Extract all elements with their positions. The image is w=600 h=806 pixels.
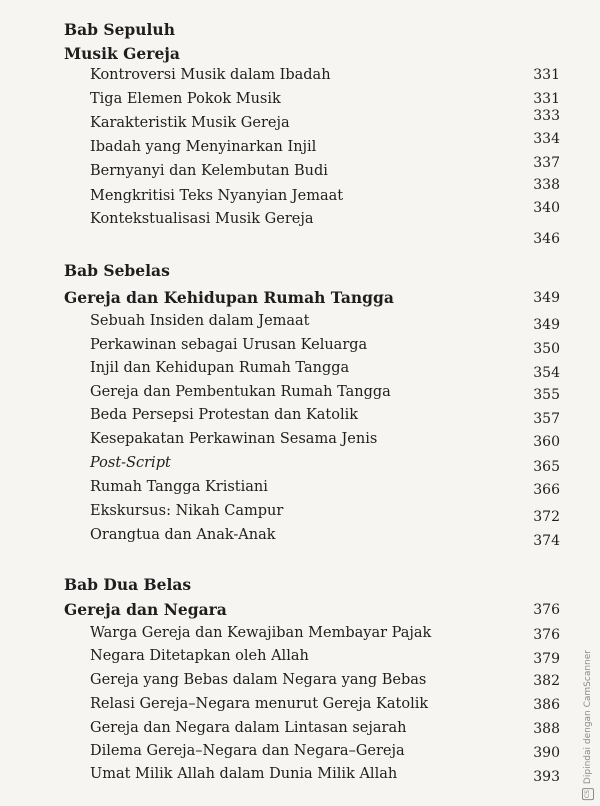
toc-entry-page: 340: [533, 200, 560, 216]
chapter-label: Bab Sebelas: [64, 261, 170, 280]
toc-entry-title: Sebuah Insiden dalam Jemaat: [90, 313, 310, 329]
toc-entry[interactable]: [0, 177, 560, 210]
chapter-title: Gereja dan Negara: [64, 600, 227, 619]
toc-entry-title: Ekskursus: Nikah Campur: [90, 503, 284, 519]
toc-entry-title: Gereja yang Bebas dalam Negara yang Bebas: [90, 672, 427, 688]
chapter-title-page: 376: [533, 602, 560, 618]
toc-entry-title: Perkawinan sebagai Urusan Keluarga: [90, 337, 368, 353]
chapter-title-row[interactable]: [0, 288, 560, 310]
toc-entry-page: 393: [533, 769, 560, 785]
chapter-label: Bab Sepuluh: [64, 20, 175, 39]
toc-entry[interactable]: [0, 479, 560, 501]
toc-entry-title: Kontroversi Musik dalam Ibadah: [90, 67, 331, 83]
toc-entry[interactable]: [0, 108, 560, 137]
toc-entry-title: Orangtua dan Anak-Anak: [90, 527, 276, 543]
chapter-label: Bab Dua Belas: [64, 575, 192, 594]
toc-entry[interactable]: [0, 720, 560, 742]
toc-entry[interactable]: [0, 200, 560, 233]
toc-entry-title: Beda Persepsi Protestan dan Katolik: [90, 407, 359, 423]
toc-entry[interactable]: [0, 131, 560, 161]
camscanner-icon: CS: [582, 788, 594, 800]
toc-entry-title: Negara Ditetapkan oleh Allah: [90, 648, 309, 664]
toc-entry-page: 372: [533, 509, 560, 525]
toc-entry[interactable]: [0, 155, 560, 185]
chapter-title-page: 349: [533, 290, 560, 306]
toc-entry[interactable]: [0, 407, 560, 429]
toc-entry[interactable]: [0, 67, 560, 89]
toc-entry-page: 331: [533, 91, 560, 107]
toc-entry[interactable]: [0, 625, 560, 647]
toc-entry-page: 379: [533, 651, 560, 667]
toc-entry-title: Kontekstualisasi Musik Gereja: [90, 211, 314, 227]
toc-entry[interactable]: [0, 384, 560, 406]
toc-entry-title: Tiga Elemen Pokok Musik: [90, 91, 281, 107]
chapter-title-row[interactable]: [0, 600, 560, 622]
toc-entry-title: Umat Milik Allah dalam Dunia Milik Allah: [90, 766, 398, 782]
toc-entry-page: 333: [533, 108, 560, 124]
toc-entry-page: 382: [533, 673, 560, 689]
toc-entry-title: Gereja dan Negara dalam Lintasan sejarah: [90, 720, 407, 736]
toc-entry-page: 357: [533, 411, 560, 427]
toc-entry: [0, 231, 560, 253]
toc-entry-page: 388: [533, 721, 560, 737]
chapter-title: Gereja dan Kehidupan Rumah Tangga: [64, 288, 394, 307]
toc-entry[interactable]: [0, 431, 560, 453]
toc-entry-title: Dilema Gereja–Negara dan Negara–Gereja: [90, 743, 405, 759]
scanner-watermark: [582, 650, 594, 800]
toc-entry-page: 374: [533, 533, 560, 549]
toc-entry-page: 376: [533, 627, 560, 643]
toc-entry-title: Injil dan Kehidupan Rumah Tangga: [90, 360, 350, 376]
toc-entry-title: Relasi Gereja–Negara menurut Gereja Katolik: [90, 696, 429, 712]
toc-entry-page: 365: [533, 459, 560, 475]
toc-entry-page: 366: [533, 482, 560, 498]
toc-entry[interactable]: [0, 527, 560, 549]
toc-entry[interactable]: [0, 696, 560, 718]
toc-entry-page: 355: [533, 387, 560, 403]
toc-entry-page: 354: [533, 365, 560, 381]
toc-entry[interactable]: [0, 337, 560, 359]
toc-entry-title: Rumah Tangga Kristiani: [90, 479, 268, 495]
chapter-title-row: [0, 44, 560, 66]
scanner-watermark-text: Dipindai dengan CamScanner: [583, 649, 593, 784]
toc-entry-page: 334: [533, 131, 560, 147]
toc-entry[interactable]: [0, 672, 560, 694]
toc-entry-title: Gereja dan Pembentukan Rumah Tangga: [90, 384, 391, 400]
toc-entry-page: 390: [533, 745, 560, 761]
toc-entry-title: Post-Script: [90, 455, 171, 471]
toc-entry[interactable]: [0, 766, 560, 788]
toc-entry-title: Mengkritisi Teks Nyanyian Jemaat: [90, 188, 344, 204]
toc-entry[interactable]: [0, 648, 560, 670]
toc-entry-title: Kesepakatan Perkawinan Sesama Jenis: [90, 431, 378, 447]
toc-entry-page: 386: [533, 697, 560, 713]
toc-entry-page: 349: [533, 317, 560, 333]
toc-entry-title: Ibadah yang Menyinarkan Injil: [90, 139, 317, 155]
toc-entry-page: 350: [533, 341, 560, 357]
toc-entry-title: Bernyanyi dan Kelembutan Budi: [90, 163, 328, 179]
toc-entry[interactable]: [0, 91, 560, 113]
chapter-title: Musik Gereja: [64, 44, 180, 63]
toc-entry[interactable]: [0, 743, 560, 765]
toc-entry[interactable]: [0, 455, 560, 477]
toc-entry[interactable]: [0, 313, 560, 335]
toc-entry-title: Karakteristik Musik Gereja: [90, 115, 290, 131]
toc-entry[interactable]: [0, 360, 560, 382]
toc-entry-page: 338: [533, 177, 560, 193]
toc-entry-title: Warga Gereja dan Kewajiban Membayar Pajak: [90, 625, 432, 641]
toc-entry-page: 346: [533, 231, 560, 247]
toc-entry-page: 337: [533, 155, 560, 171]
toc-entry-page: 331: [533, 67, 560, 83]
toc-entry[interactable]: [0, 503, 560, 525]
toc-entry-page: 360: [533, 434, 560, 450]
